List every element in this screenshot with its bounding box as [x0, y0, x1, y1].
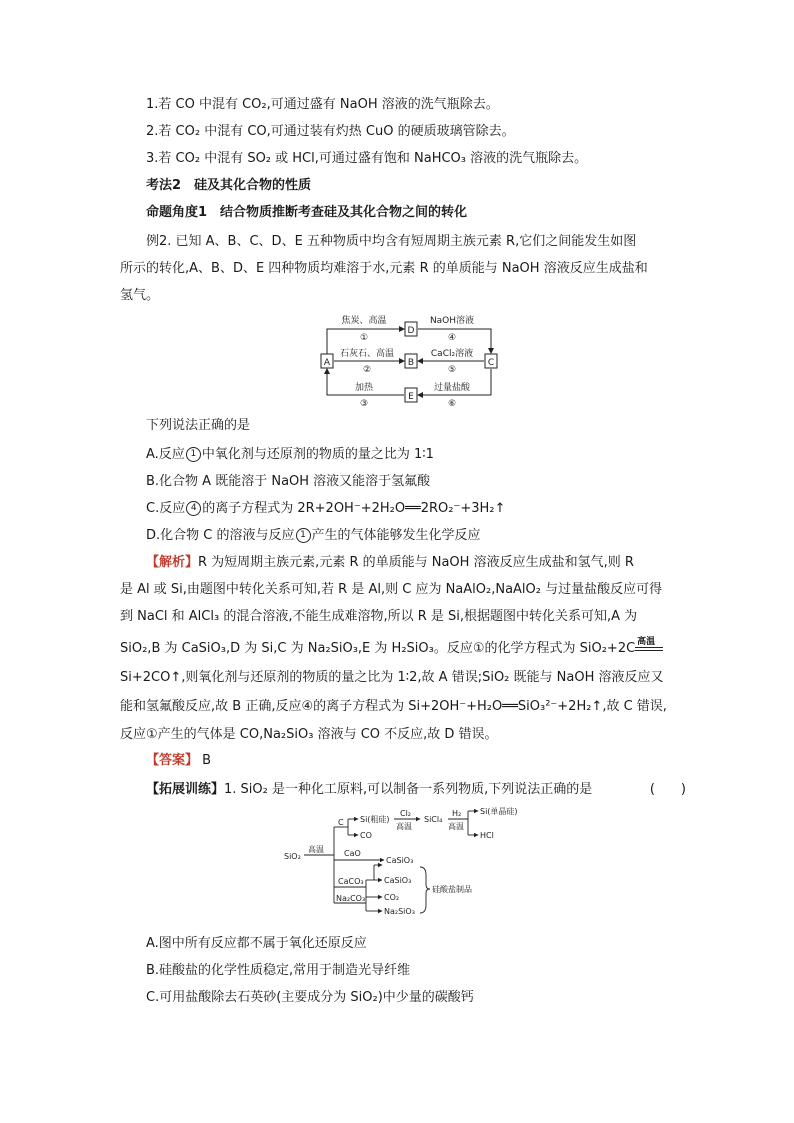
- label-c: C: [487, 358, 495, 368]
- note-3: 3.若 CO₂ 中混有 SO₂ 或 HCl,可通过盛有饱和 NaHCO₃ 溶液的洗气瓶除去。: [146, 151, 588, 166]
- label-si-crude: Si(粗硅): [360, 815, 390, 824]
- option-b: B.化合物 A 既能溶于 NaOH 溶液又能溶于氢氟酸: [146, 474, 431, 489]
- analysis-line-4: SiO₂,B 为 CaSiO₃,D 为 Si,C 为 Na₂SiO₃,E 为 H₂SiO₃。反应①的化学方程式为 SiO₂+2C 高温: [120, 639, 665, 659]
- analysis-line-6: 能和氢氟酸反应,故 B 正确,反应④的离子方程式为 Si+2OH⁻+H₂O══SiO₃²⁻+2H₂↑,故 C 错误,: [120, 699, 667, 714]
- label-co2: CO₂: [384, 893, 400, 902]
- option-d: D.化合物 C 的溶液与反应 1 产生的气体能够发生化学反应: [146, 528, 481, 543]
- practice-option-b: B.硅酸盐的化学性质稳定,常用于制造光导纤维: [146, 963, 411, 978]
- example-line-1: 例2. 已知 A、B、C、D、E 五种物质中均含有短周期主族元素 R,它们之间能发生如图: [146, 234, 637, 249]
- label-caco3: CaCO₃: [338, 877, 364, 886]
- reagent-2: 石灰石、高温: [339, 349, 395, 359]
- reaction-6: ⑥: [447, 399, 457, 408]
- reagent-6: 过量盐酸: [433, 383, 471, 393]
- answer-blank: ( ): [649, 782, 686, 797]
- label-sicl4: SiCl₄: [424, 815, 443, 824]
- label-e: E: [408, 392, 414, 402]
- analysis-line-2: 是 Al 或 Si,由题图中转化关系可知,若 R 是 Al,则 C 应为 NaAlO₂,NaAlO₂ 与过量盐酸反应可得: [120, 582, 663, 597]
- label-h2: H₂: [452, 809, 462, 818]
- label-casio3: CaSiO₃: [386, 856, 414, 865]
- analysis-line-3: 到 NaCl 和 AlCl₃ 的混合溶液,不能生成难溶物,所以 R 是 Si,根据题图中转化关系可知,A 为: [120, 609, 638, 624]
- label-hcl: HCl: [480, 831, 494, 840]
- option-a: A.反应 1 中氧化剂与还原剂的物质的量之比为 1∶1: [146, 447, 434, 462]
- label-a: A: [323, 358, 331, 368]
- label-sio2: SiO₂: [284, 852, 301, 861]
- reaction-condition: 高温: [637, 636, 656, 647]
- label-casio3-b: CaSiO₃: [384, 876, 412, 885]
- example-line-3: 氢气。: [120, 288, 160, 303]
- sio2-flow-diagram: [282, 805, 522, 923]
- label-cao: CaO: [344, 849, 361, 858]
- section-title: 考法2 硅及其化合物的性质: [146, 178, 312, 193]
- reagent-3: 加热: [354, 383, 374, 393]
- label-c: C: [338, 818, 344, 827]
- transformation-diagram: [312, 306, 508, 408]
- note-2: 2.若 CO₂ 中混有 CO,可通过装有灼热 CuO 的硬质玻璃管除去。: [146, 124, 515, 139]
- reaction-2: ②: [362, 365, 372, 375]
- practice-option-c: C.可用盐酸除去石英砂(主要成分为 SiO₂)中少量的碳酸钙: [146, 990, 474, 1005]
- angle-title: 命题角度1 结合物质推断考查硅及其化合物之间的转化: [146, 205, 468, 220]
- answer: 【答案】 B: [146, 753, 212, 768]
- reagent-1: 焦炭、高温: [341, 316, 387, 326]
- reaction-3: ③: [359, 399, 369, 408]
- analysis-line-5: Si+2CO↑,则氧化剂与还原剂的物质的量之比为 1∶2,故 A 错误;SiO₂ 既能与 NaOH 溶液反应又: [120, 670, 664, 685]
- label-si-single: Si(单晶硅): [480, 807, 518, 816]
- example-line-2: 所示的转化,A、B、D、E 四种物质均难溶于水,元素 R 的单质能与 NaOH 溶液反应生成盐和: [120, 261, 648, 276]
- reaction-4: ④: [447, 333, 457, 343]
- label-gaowen-2: 高温: [396, 822, 412, 831]
- note-1: 1.若 CO 中混有 CO₂,可通过盛有 NaOH 溶液的洗气瓶除去。: [146, 97, 499, 112]
- analysis-line-7: 反应①产生的气体是 CO,Na₂SiO₃ 溶液与 CO 不反应,故 D 错误。: [120, 727, 498, 742]
- analysis-line-1: 【解析】R 为短周期主族元素,元素 R 的单质能与 NaOH 溶液反应生成盐和氢气,则 R: [146, 555, 634, 570]
- question: 下列说法正确的是: [146, 418, 251, 433]
- reaction-5: ⑤: [447, 365, 457, 375]
- option-c: C.反应 4 的离子方程式为 2R+2OH⁻+2H₂O══2RO₂⁻+3H₂↑: [146, 501, 506, 516]
- label-d: D: [407, 326, 415, 336]
- practice-question: 【拓展训练】1. SiO₂ 是一种化工原料,可以制备一系列物质,下列说法正确的是 ( ): [146, 780, 686, 800]
- label-cl2: Cl₂: [400, 809, 412, 818]
- label-b: B: [407, 358, 415, 368]
- reaction-1: ①: [359, 333, 369, 343]
- label-gaowen-3: 高温: [448, 822, 464, 831]
- label-gaowen-1: 高温: [308, 845, 324, 854]
- reagent-5: CaCl₂溶液: [430, 349, 474, 359]
- practice-option-a: A.图中所有反应都不属于氧化还原反应: [146, 936, 367, 951]
- label-na2sio3: Na₂SiO₃: [384, 907, 415, 916]
- label-co: CO: [360, 831, 372, 840]
- label-na2co3: Na₂CO₃: [336, 894, 366, 903]
- reagent-4: NaOH溶液: [429, 316, 475, 326]
- label-silicate: 硅酸盐制品: [432, 885, 472, 894]
